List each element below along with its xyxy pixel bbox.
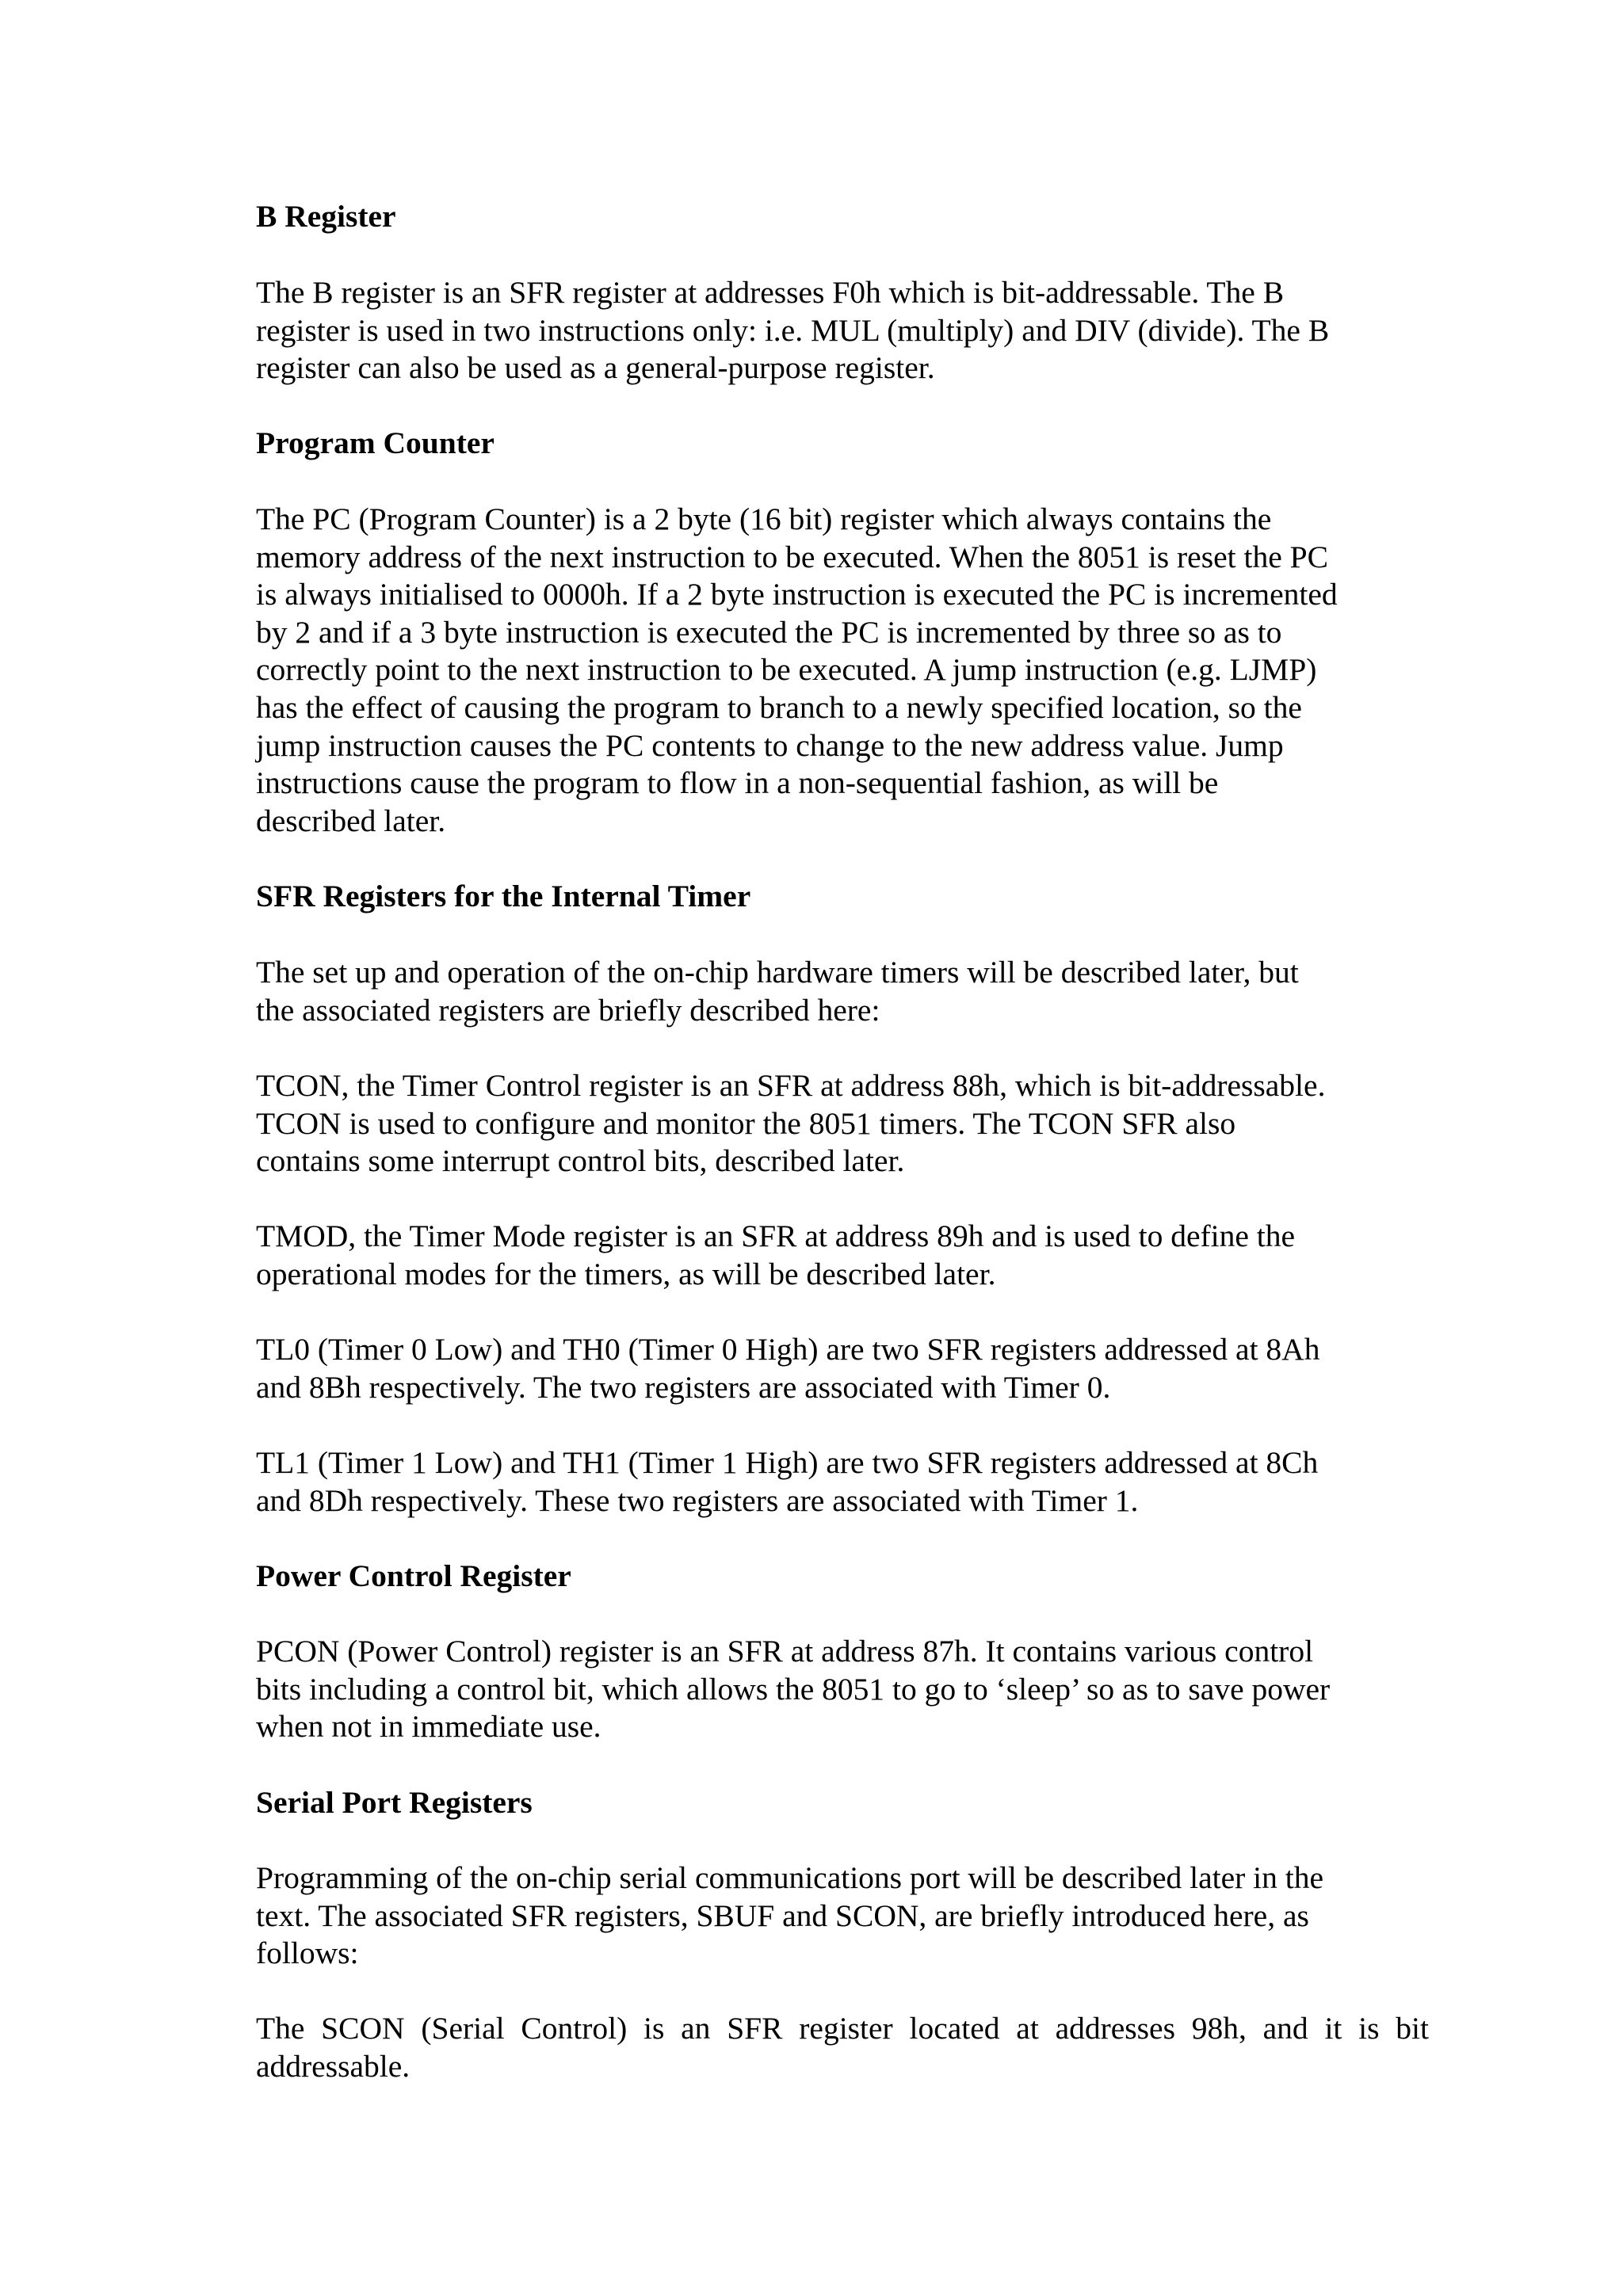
paragraph-timer1-registers	[256, 1444, 1318, 1520]
text-line: correctly point to the next instruction to be executed. A jump instruction (e.g. LJMP)	[256, 652, 1317, 688]
paragraph-pcon	[256, 1633, 1330, 1746]
paragraph-timer0-registers	[256, 1331, 1319, 1406]
paragraph-timer-intro	[256, 954, 1299, 1029]
text-line: TMOD, the Timer Mode register is an SFR at address 89h and is used to define the	[256, 1219, 1296, 1253]
text-line: by 2 and if a 3 byte instruction is executed the PC is incremented by three so as to	[256, 614, 1282, 650]
text-line: described later.	[256, 803, 446, 838]
text-line: follows:	[256, 1936, 359, 1971]
text-line: TL0 (Timer 0 Low) and TH0 (Timer 0 High) are two SFR registers addressed at 8Ah	[256, 1332, 1320, 1367]
paragraph-serial-intro	[256, 1859, 1323, 1973]
text-line: is always initialised to 0000h. If a 2 byte instruction is executed the PC is incremented	[256, 577, 1338, 612]
text-line: text. The associated SFR registers, SBUF and SCON, are briefly introduced here, as	[256, 1897, 1309, 1933]
text-line: has the effect of causing the program to branch to a newly specified location, so the	[256, 689, 1302, 725]
text-line: the associated registers are briefly described here:	[256, 992, 880, 1028]
text-line: TCON is used to configure and monitor the 8051 timers. The TCON SFR also	[256, 1105, 1236, 1141]
section-heading-program-counter: Program Counter	[256, 425, 495, 460]
text-line: instructions cause the program to flow in a non-sequential fashion, as will be	[256, 765, 1219, 801]
paragraph-scon	[256, 2010, 1429, 2085]
text-line: register can also be used as a general-purpose register.	[256, 350, 935, 386]
paragraph-b-register	[256, 274, 1329, 387]
section-heading-b-register: B Register	[256, 199, 396, 234]
text-line: register is used in two instructions only: i.e. MUL (multiply) and DIV (divide). The B	[256, 312, 1330, 348]
section-heading-internal-timer: SFR Registers for the Internal Timer	[256, 879, 751, 913]
text-line: jump instruction causes the PC contents to change to the new address value. Jump	[256, 727, 1284, 763]
text-line: operational modes for the timers, as will be described later.	[256, 1256, 996, 1291]
text-line: and 8Bh respectively. The two registers are associated with Timer 0.	[256, 1369, 1111, 1405]
text-line: PCON (Power Control) register is an SFR at address 87h. It contains various control	[256, 1634, 1314, 1669]
text-line: The PC (Program Counter) is a 2 byte (16 bit) register which always contains the	[256, 502, 1272, 536]
paragraph-program-counter	[256, 501, 1338, 840]
text-line: The SCON (Serial Control) is an SFR register located at addresses 98h, and it is bit	[256, 2011, 1429, 2046]
text-line: bits including a control bit, which allows the 8051 to go to ‘sleep’ so as to save power	[256, 1671, 1331, 1707]
section-heading-serial-port: Serial Port Registers	[256, 1785, 533, 1820]
text-line: addressable.	[256, 2048, 411, 2084]
text-line: and 8Dh respectively. These two registers are associated with Timer 1.	[256, 1482, 1139, 1518]
text-line: The B register is an SFR register at addresses F0h which is bit-addressable. The B	[256, 275, 1285, 310]
text-line: memory address of the next instruction to be executed. When the 8051 is reset the PC	[256, 539, 1328, 574]
text-line: TCON, the Timer Control register is an SFR at address 88h, which is bit-addressable.	[256, 1068, 1326, 1103]
paragraph-tmod	[256, 1218, 1295, 1293]
text-line: TL1 (Timer 1 Low) and TH1 (Timer 1 High) are two SFR registers addressed at 8Ch	[256, 1445, 1319, 1480]
paragraph-tcon	[256, 1067, 1325, 1180]
text-line: when not in immediate use.	[256, 1709, 601, 1745]
section-heading-power-control: Power Control Register	[256, 1558, 571, 1593]
text-line: The set up and operation of the on-chip hardware timers will be described later, but	[256, 955, 1299, 990]
text-line: contains some interrupt control bits, described later.	[256, 1143, 905, 1179]
text-line: Programming of the on-chip serial communications port will be described later in the	[256, 1860, 1324, 1895]
